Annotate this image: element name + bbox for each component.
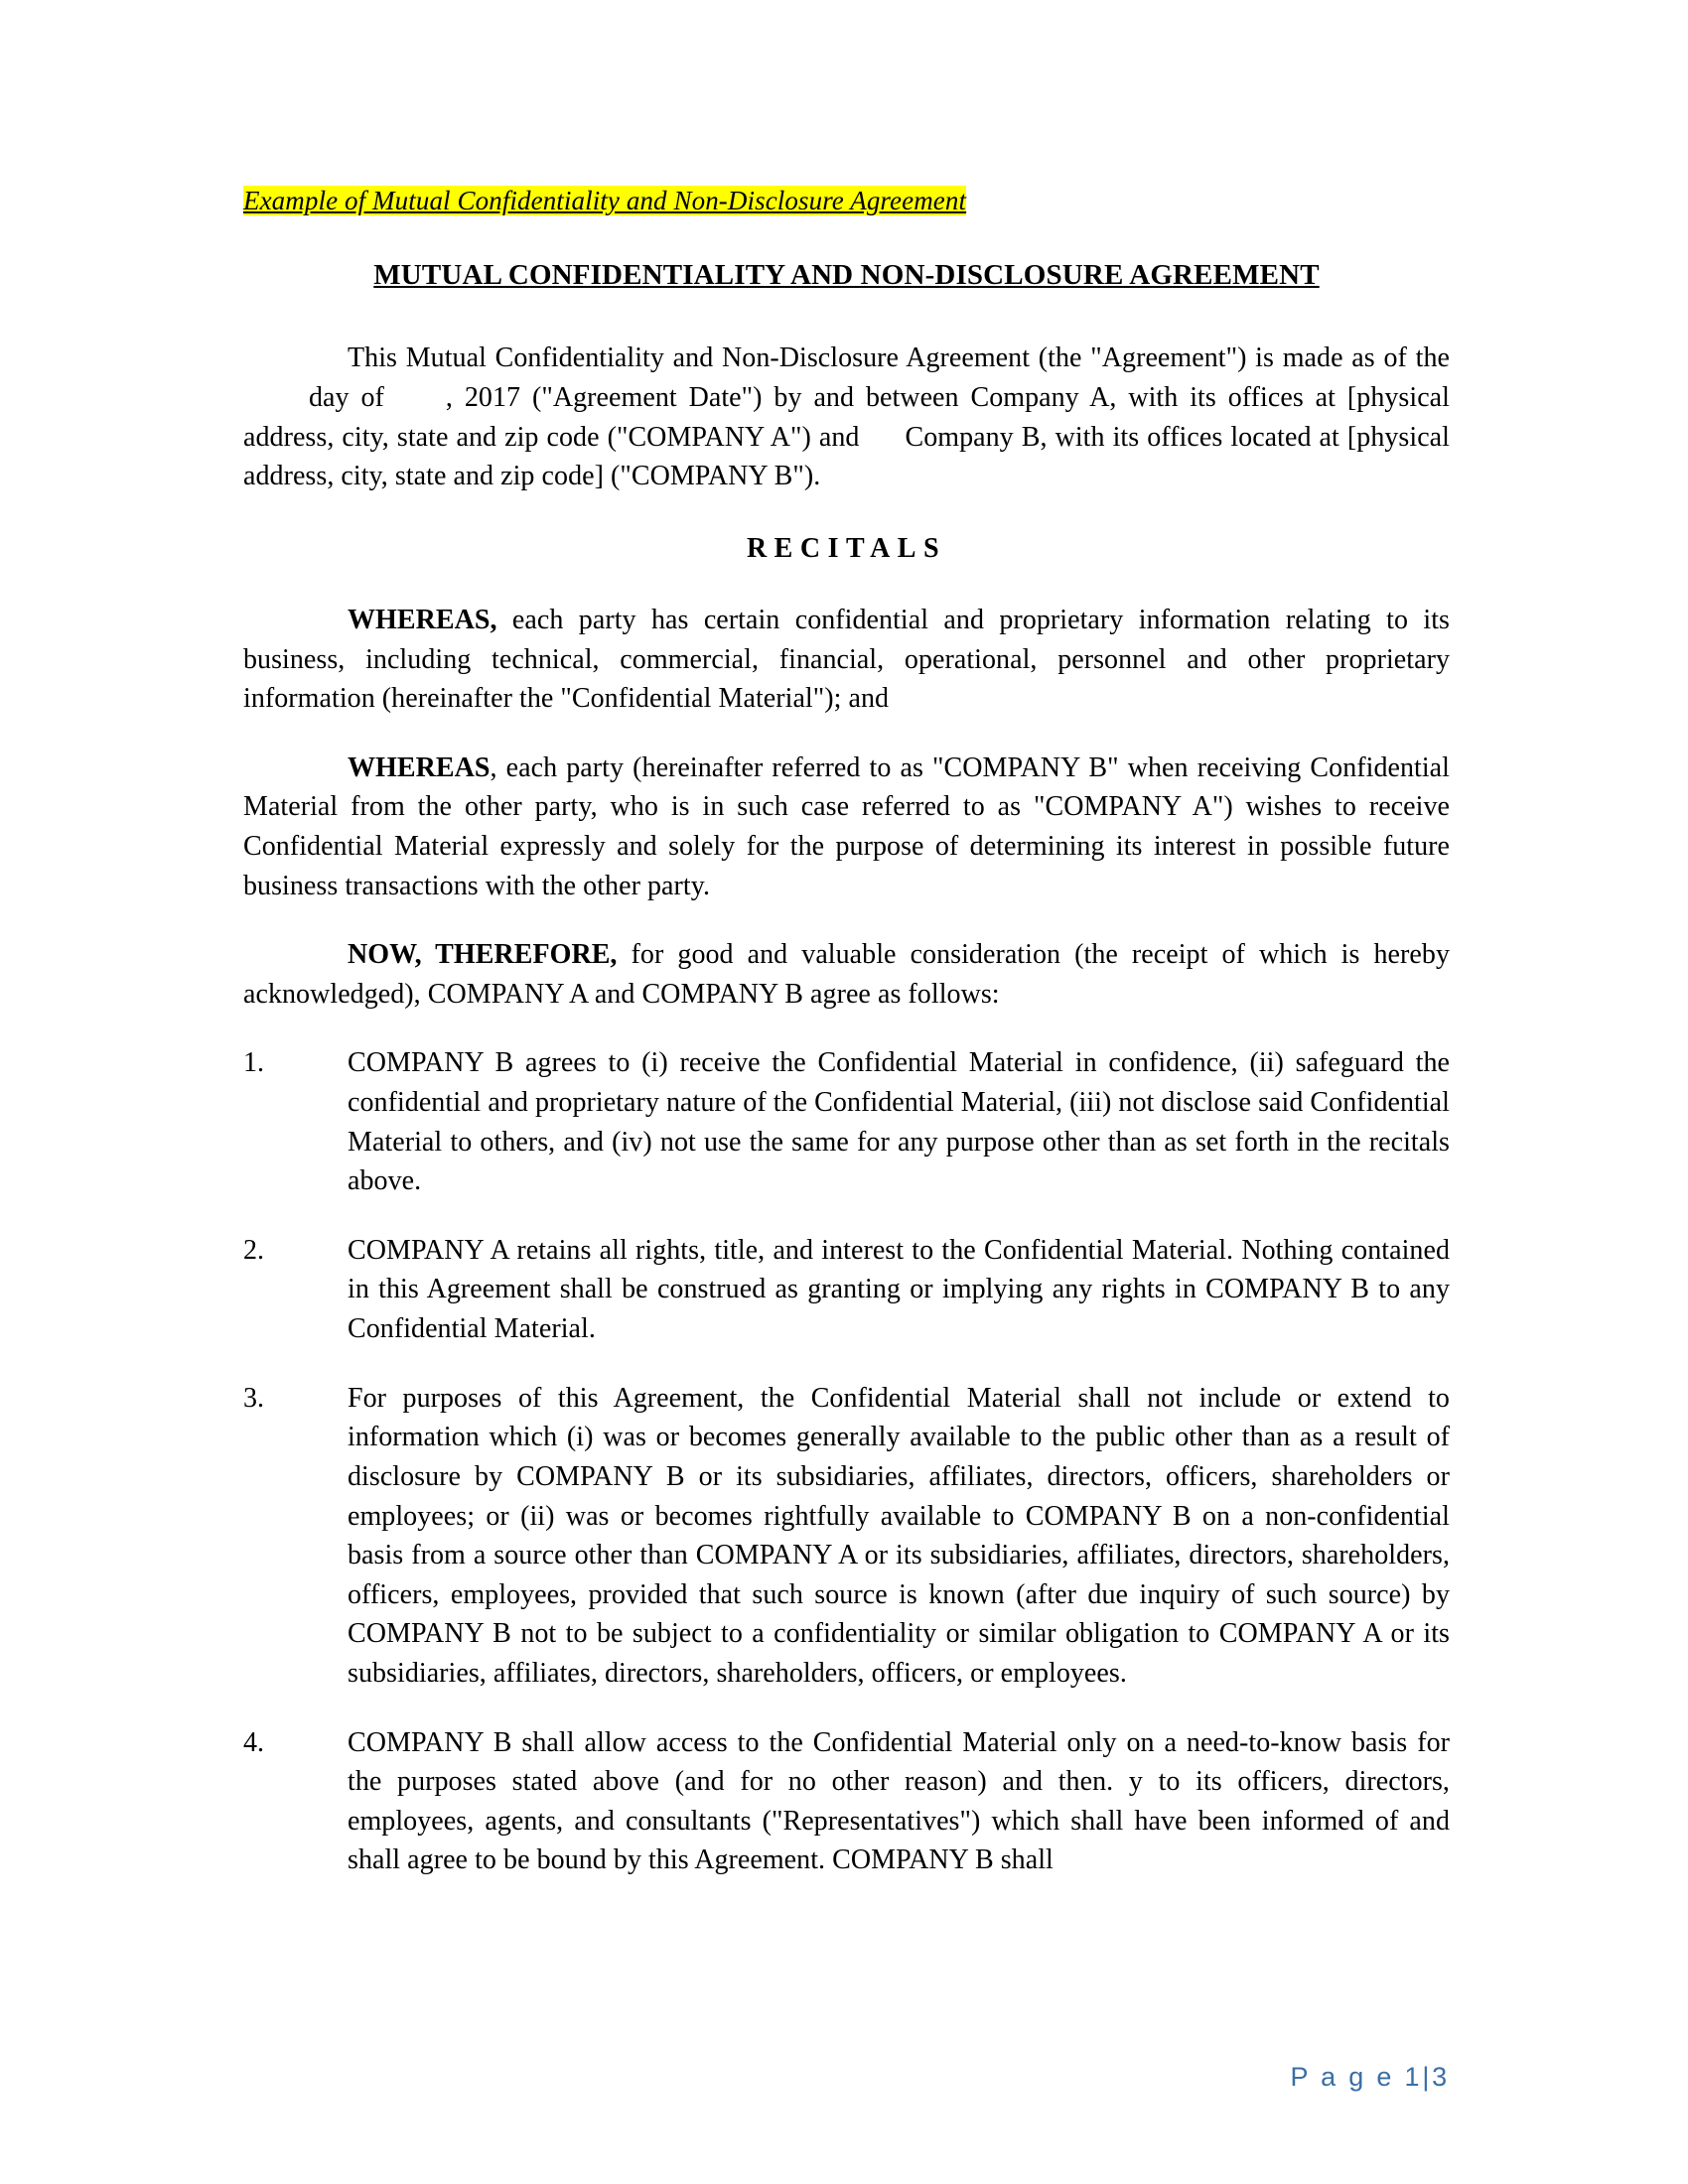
- now-therefore-lead: NOW, THEREFORE,: [348, 939, 618, 971]
- clause-text: For purposes of this Agreement, the Confidential Material shall not include or extend to information which (i) was or becomes generally available to the public other than as a result of disclosure by COMPANY B or its subsidiaries, affiliates, directors, officers, shareholders or employees; or (ii) was or becomes rightfully available to COMPANY B on a non-confidential basis from a source other than COMPANY A or its subsidiaries, affiliates, directors, shareholders, officers, employees, provided that such source is known (after due inquiry of such source) by COMPANY B not to be subject to a confidentiality or similar obligation to COMPANY A or its subsidiaries, affiliates, directors, shareholders, officers, or employees.: [348, 1382, 1450, 1689]
- intro-part4: Company B, with its offices located at [physical address, city, state and zip code] ("COMPANY B").: [243, 421, 1450, 492]
- clause-number: 1.: [243, 1047, 265, 1079]
- clause-number: 4.: [243, 1726, 265, 1758]
- whereas-paragraph-1: [243, 601, 1450, 719]
- clause-item: [243, 1723, 1450, 1880]
- whereas-1-lead: WHEREAS,: [348, 604, 497, 635]
- clause-number: 3.: [243, 1382, 265, 1414]
- whereas-2-lead: WHEREAS: [348, 751, 491, 783]
- now-therefore-paragraph: [243, 935, 1450, 1014]
- whereas-2-text: , each party (hereinafter referred to as "COMPANY B" when receiving Confidential Material from the other party, who is in such case referred to as "COMPANY A") wishes to receive Confidential Material expressly and solely for the purpose of determining its interest in possible future business transactions with the other party.: [243, 751, 1450, 901]
- clause-item: [243, 1043, 1450, 1200]
- highlighted-title-line: [243, 184, 1450, 219]
- intro-part3: , 2017 ("Agreement Date") by and between Company A, with its offices at [physical address, city, state and zip code ("COMPANY A") and: [243, 381, 1450, 453]
- footer-total-pages: 3: [1432, 2062, 1450, 2092]
- clause-number: 2.: [243, 1234, 265, 1266]
- intro-part1: This Mutual Confidentiality and Non-Disclosure Agreement (the "Agreement") is made as of the: [348, 342, 1450, 374]
- clause-list: [243, 1043, 1450, 1880]
- page-title: [243, 257, 1450, 295]
- whereas-paragraph-2: [243, 749, 1450, 905]
- intro-paragraph: [243, 339, 1450, 495]
- footer-current-page: 1: [1404, 2062, 1423, 2092]
- recitals-heading: [243, 529, 1450, 568]
- clause-text: COMPANY B agrees to (i) receive the Confidential Material in confidence, (ii) safeguard the confidential and proprietary nature of the Confidential Material, (iii) not disclose said Confidential Material to others, and (iv) not use the same for any purpose other than as set forth in the recitals above.: [348, 1047, 1450, 1197]
- intro-part2: day of: [309, 381, 384, 413]
- recitals-heading-text: RECITALS: [746, 532, 947, 564]
- footer-separator: |: [1422, 2062, 1433, 2092]
- now-therefore-text: for good and valuable consideration (the receipt of which is hereby acknowledged), COMPANY A and COMPANY B agree as follows:: [243, 939, 1450, 1010]
- clause-text: COMPANY A retains all rights, title, and interest to the Confidential Material. Nothing contained in this Agreement shall be construed as granting or implying any rights in COMPANY B to any Confidential Material.: [348, 1234, 1450, 1345]
- clause-text: COMPANY B shall allow access to the Confidential Material only on a need-to-know basis for the purposes stated above (and for no other reason) and then. y to its officers, directors, employees, agents, and consultants ("Representatives") which shall have been informed of and shall agree to be bound by this Agreement. COMPANY B shall: [348, 1726, 1450, 1876]
- highlighted-title: Example of Mutual Confidentiality and Non-Disclosure Agreement: [243, 186, 967, 215]
- clause-item: [243, 1379, 1450, 1694]
- clause-item: [243, 1231, 1450, 1349]
- page-title-text: MUTUAL CONFIDENTIALITY AND NON-DISCLOSURE AGREEMENT: [373, 258, 1320, 291]
- page-footer: [1291, 2062, 1450, 2093]
- footer-page-label: P a g e: [1290, 2062, 1395, 2092]
- whereas-1-text: each party has certain confidential and proprietary information relating to its business, including technical, commercial, financial, operational, personnel and other proprietary information (hereinafter the "Confidential Material"); and: [243, 604, 1450, 715]
- document-body: [243, 184, 1450, 1910]
